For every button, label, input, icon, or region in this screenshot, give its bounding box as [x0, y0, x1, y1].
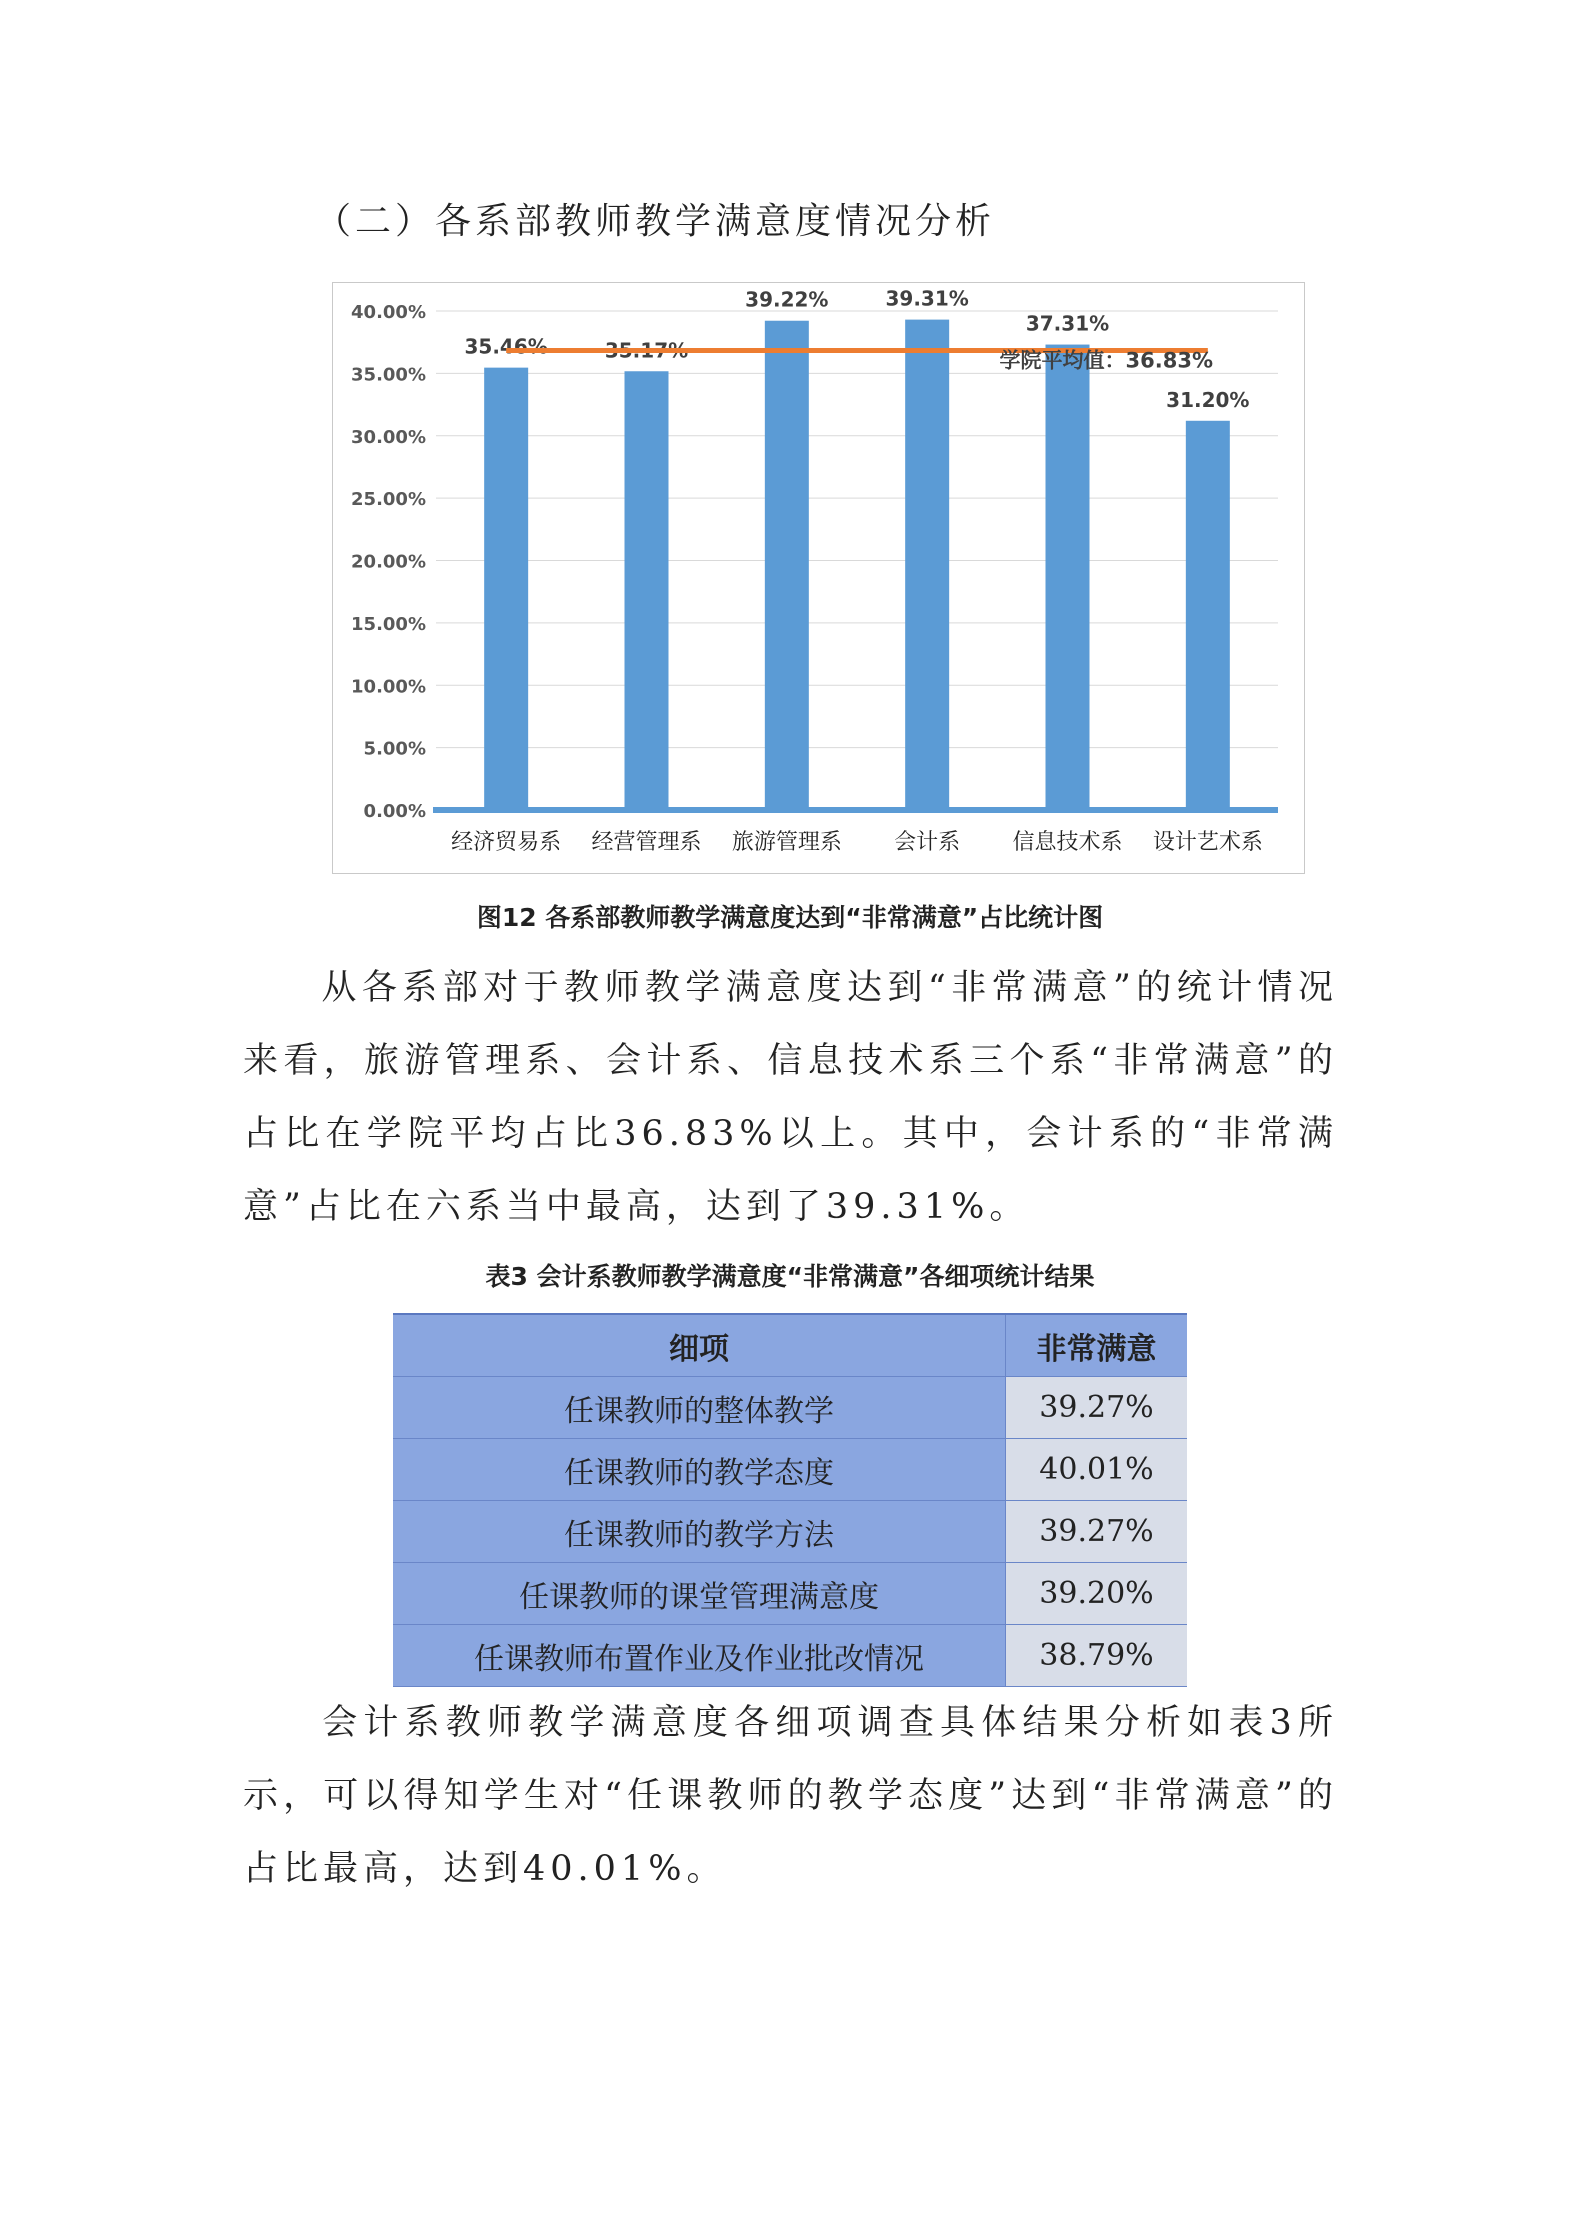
row-value: 40.01% — [1006, 1439, 1188, 1501]
paragraph-accounting-analysis — [243, 1687, 1338, 1906]
bar-value-label: 31.20% — [1166, 387, 1250, 412]
row-item: 任课教师的教学态度 — [393, 1439, 1006, 1501]
y-tick-label: 10.00% — [351, 676, 426, 698]
bar-4 — [905, 320, 949, 810]
row-value: 39.27% — [1006, 1501, 1188, 1563]
bar-value-label: 35.46% — [464, 334, 548, 359]
table-caption: 表3 会计系教师教学满意度“非常满意”各细项统计结果 — [485, 1262, 1095, 1291]
satisfaction-bar-chart — [332, 282, 1305, 874]
detail-table — [393, 1313, 1187, 1687]
bar-value-label: 37.31% — [1025, 311, 1110, 336]
table-row — [393, 1439, 1187, 1501]
row-item: 任课教师的教学方法 — [393, 1501, 1006, 1563]
section-heading: （二）各系部教师教学满意度情况分析 — [315, 201, 996, 242]
table-row — [393, 1563, 1187, 1625]
bar-5 — [1046, 345, 1090, 810]
table-row — [393, 1625, 1187, 1687]
y-tick-label: 30.00% — [351, 426, 426, 448]
chart-canvas — [333, 283, 1306, 875]
y-tick-label: 15.00% — [351, 613, 426, 635]
bar-1 — [484, 368, 528, 810]
y-tick-label: 35.00% — [351, 364, 426, 386]
x-tick-label: 信息技术系 — [1012, 830, 1123, 855]
y-tick-label: 25.00% — [351, 489, 426, 511]
x-tick-label: 旅游管理系 — [731, 830, 842, 855]
y-tick-label: 40.00% — [351, 302, 426, 323]
paragraph-text: 会计系教师教学满意度各细项调查具体结果分析如表3所示，可以得知学生对“任课教师的教学态度”达到“非常满意”的占比最高，达到40.01%。 — [243, 1703, 1338, 1889]
x-tick-label: 设计艺术系 — [1152, 830, 1263, 855]
bar-6 — [1186, 421, 1230, 810]
header-item: 细项 — [393, 1314, 1006, 1377]
x-tick-label: 会计系 — [894, 830, 961, 855]
row-value: 38.79% — [1006, 1625, 1188, 1687]
bar-value-label: 39.22% — [745, 287, 829, 312]
row-value: 39.27% — [1006, 1377, 1188, 1439]
y-tick-label: 5.00% — [363, 738, 426, 760]
bar-3 — [765, 321, 809, 810]
x-tick-label: 经济贸易系 — [451, 830, 562, 855]
row-item: 任课教师布置作业及作业批改情况 — [393, 1625, 1006, 1687]
table-row — [393, 1377, 1187, 1439]
bar-2 — [625, 371, 669, 810]
y-tick-label: 0.00% — [363, 801, 426, 822]
x-tick-label: 经营管理系 — [591, 830, 702, 855]
bar-value-label: 35.17% — [604, 338, 689, 363]
table-row — [393, 1501, 1187, 1563]
average-reference-label: 学院平均值：36.83% — [999, 348, 1213, 373]
bar-value-label: 39.31% — [885, 286, 969, 311]
row-item: 任课教师的课堂管理满意度 — [393, 1563, 1006, 1625]
paragraph-text: 从各系部对于教师教学满意度达到“非常满意”的统计情况来看，旅游管理系、会计系、信息技术系三个系“非常满意”的占比在学院平均占比36.83%以上。其中，会计系的“非常满意”占比在六系当中最高，达到了39.31%。 — [243, 968, 1338, 1227]
paragraph-department-analysis — [243, 952, 1338, 1244]
header-very-satisfied: 非常满意 — [1006, 1314, 1188, 1377]
row-item: 任课教师的整体教学 — [393, 1377, 1006, 1439]
table-header-row — [393, 1314, 1187, 1377]
row-value: 39.20% — [1006, 1563, 1188, 1625]
y-tick-label: 20.00% — [351, 551, 426, 573]
figure-caption: 图12 各系部教师教学满意度达到“非常满意”占比统计图 — [476, 903, 1104, 932]
